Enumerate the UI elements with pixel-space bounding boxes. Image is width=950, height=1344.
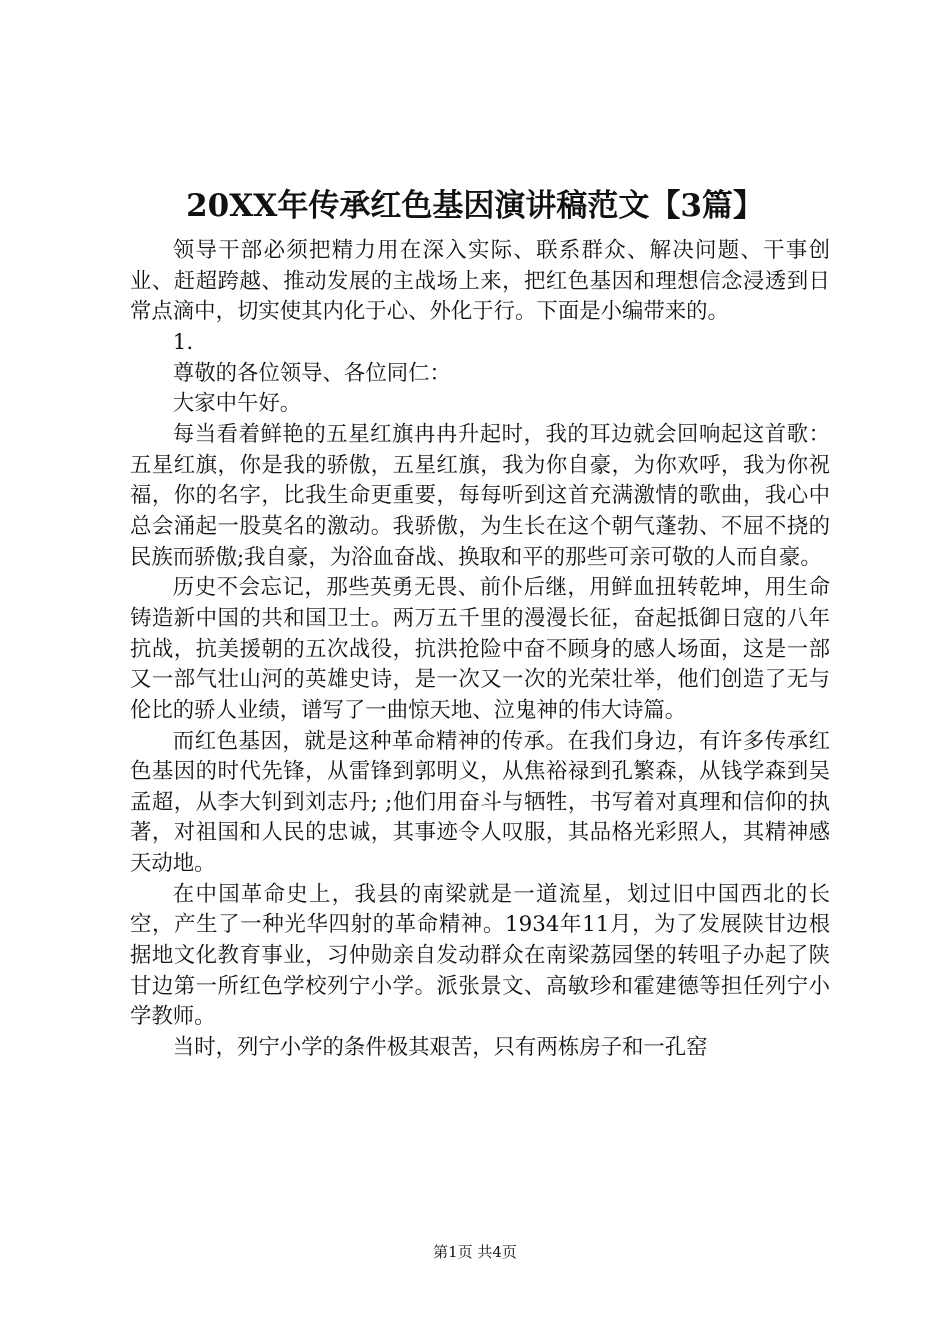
paragraph-nanliang: 在中国革命史上，我县的南梁就是一道流星，划过旧中国西北的长空，产生了一种光华四射的革命精神。1934年11月，为了发展陕甘边根据地文化教育事业，习仲勋亲自发动群众在南梁荔园堡的转咀子办起了陕甘边第一所红色学校列宁小学。派张景文、高敏珍和霍建德等担任列宁小学教师。 xyxy=(130,881,830,1030)
paragraph-greeting: 大家中午好。 xyxy=(172,391,302,417)
paragraph-history: 历史不会忘记，那些英勇无畏、前仆后继，用鲜血扭转乾坤，用生命铸造新中国的共和国卫士。两万五千里的漫漫长征，奋起抵御日寇的八年抗战，抗美援朝的五次战役，抗洪抢险中奋不顾身的感人场面，这是一部又一部气壮山河的英雄史诗，是一次又一次的光荣壮举，他们创造了无与伦比的骄人业绩，谱写了一曲惊天地、泣鬼神的伟大诗篇。 xyxy=(130,575,830,723)
document-body xyxy=(130,236,830,1064)
page-footer: 第1页 共4页 xyxy=(433,1243,517,1261)
paragraph-section-number: 1. xyxy=(172,329,194,355)
paragraph-intro: 领导干部必须把精力用在深入实际、联系群众、解决问题、干事创业、赶超跨越、推动发展的主战场上来，把红色基因和理想信念浸透到日常点滴中，切实使其内化于心、外化于行。下面是小编带来的。 xyxy=(130,238,830,325)
document-title: 20XX年传承红色基因演讲稿范文【3篇】 xyxy=(186,188,764,224)
paragraph-flag: 每当看着鲜艳的五星红旗冉冉升起时，我的耳边就会回响起这首歌：五星红旗，你是我的骄傲，五星红旗，我为你自豪，为你欢呼，我为你祝福，你的名字，比我生命更重要，每每听到这首充满激情的歌曲，我心中总会涌起一股莫名的激动。我骄傲，为生长在这个朝气蓬勃、不屈不挠的民族而骄傲;我自豪，为浴血奋战、换取和平的那些可亲可敬的人而自豪。 xyxy=(130,421,830,570)
paragraph-salutation: 尊敬的各位领导、各位同仁： xyxy=(172,360,451,386)
paragraph-lenin-school: 当时，列宁小学的条件极其艰苦，只有两栋房子和一孔窑 xyxy=(172,1035,708,1061)
paragraph-red-gene: 而红色基因，就是这种革命精神的传承。在我们身边，有许多传承红色基因的时代先锋，从雷锋到郭明义，从焦裕禄到孔繁森，从钱学森到吴孟超，从李大钊到刘志丹; ;他们用奋斗与牺牲，书写着对真理和信仰的执著，对祖国和人民的忠诚，其事迹令人叹服，其品格光彩照人，其精神感天动地。 xyxy=(130,728,830,877)
